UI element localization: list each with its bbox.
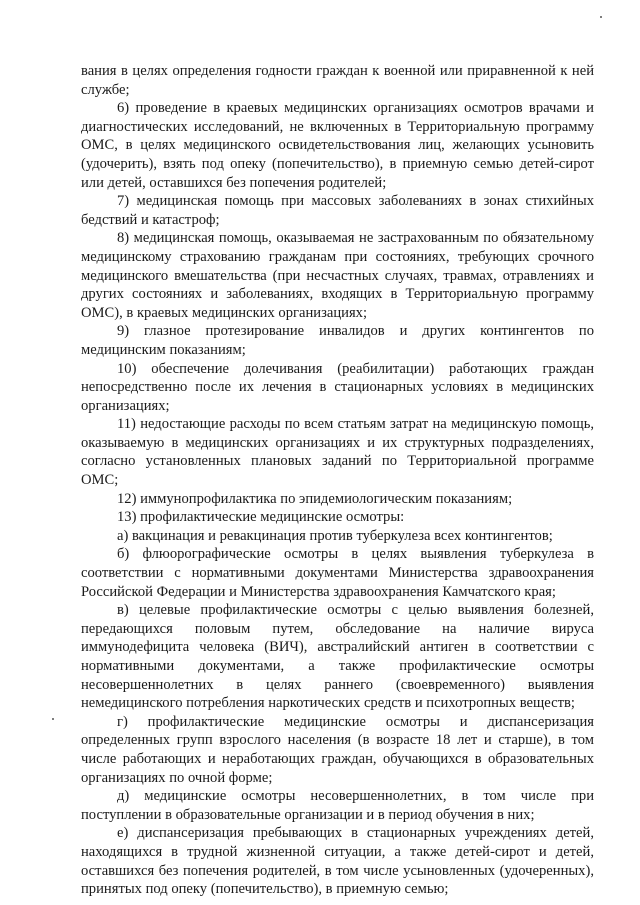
- paragraph: 13) профилактические медицинские осмотры:: [117, 509, 405, 526]
- paragraph: в) целевые профилактические осмотры с целью выявления болезней, передающихся половым путем, обследование на наличие вируса иммунодефицита человека (ВИЧ), австралийский антиген в соответствии с нормативными документами, а также профилактические осмотры несовершеннолетних в целях раннего (своевременного) выявления немедицинского потребления наркотических средств и психотропных веществ;: [81, 602, 594, 712]
- paragraph: 6) проведение в краевых медицинских организациях осмотров врачами и диагностических исследований, не включенных в Территориальную программу ОМС, в целях медицинского освидетельствования лиц, желающих усыновить (удочерить), взять под опеку (попечительство), в приемную семью детей-сирот или детей, оставшихся без попечения родителей;: [81, 100, 594, 191]
- document-body: [81, 62, 594, 899]
- paragraph: вания в целях определения годности граждан к военной или приравненной к ней службе;: [81, 63, 594, 98]
- paragraph: е) диспансеризация пребывающих в стационарных учреждениях детей, находящихся в трудной жизненной ситуации, а также детей-сирот и детей, оставшихся без попечения родителей, в том числе усыновленных (удочеренных), принятых под опеку (попечительство), в приемную семью;: [81, 825, 594, 898]
- paragraph: 11) недостающие расходы по всем статьям затрат на медицинскую помощь, оказываемую в медицинских организациях и их структурных подразделениях, согласно установленных плановых заданий по Территориальной программе ОМС;: [81, 416, 594, 489]
- paragraph: 12) иммунопрофилактика по эпидемиологическим показаниям;: [117, 490, 513, 507]
- paragraph: г) профилактические медицинские осмотры и диспансеризация определенных групп взрослого населения (в возрасте 18 лет и старше), в том числе работающих и неработающих граждан, обучающихся в образовательных организациях по очной форме;: [81, 713, 594, 786]
- scan-speck: [52, 718, 54, 720]
- paragraph: д) медицинские осмотры несовершеннолетних, в том числе при поступлении в образовательные организации и в период обучения в них;: [81, 788, 594, 823]
- scan-speck: [600, 16, 602, 18]
- paragraph: 7) медицинская помощь при массовых заболеваниях в зонах стихийных бедствий и катастроф;: [81, 193, 594, 228]
- paragraph: 9) глазное протезирование инвалидов и других контингентов по медицинским показаниям;: [81, 323, 594, 358]
- paragraph: 10) обеспечение долечивания (реабилитации) работающих граждан непосредственно после их лечения в стационарных условиях в медицинских организациях;: [81, 360, 594, 414]
- paragraph: а) вакцинация и ревакцинация против туберкулеза всех контингентов;: [117, 527, 553, 544]
- paragraph: 8) медицинская помощь, оказываемая не застрахованным по обязательному медицинскому страхованию гражданам при состояниях, требующих срочного медицинского вмешательства (при несчастных случаях, травмах, отравлениях и других состояниях и заболеваниях, входящих в Территориальную программу ОМС), в краевых медицинских организациях;: [81, 230, 594, 321]
- paragraph: б) флюорографические осмотры в целях выявления туберкулеза в соответствии с нормативными документами Министерства здравоохранения Российской Федерации и Министерства здравоохранения Камчатского края;: [81, 546, 594, 600]
